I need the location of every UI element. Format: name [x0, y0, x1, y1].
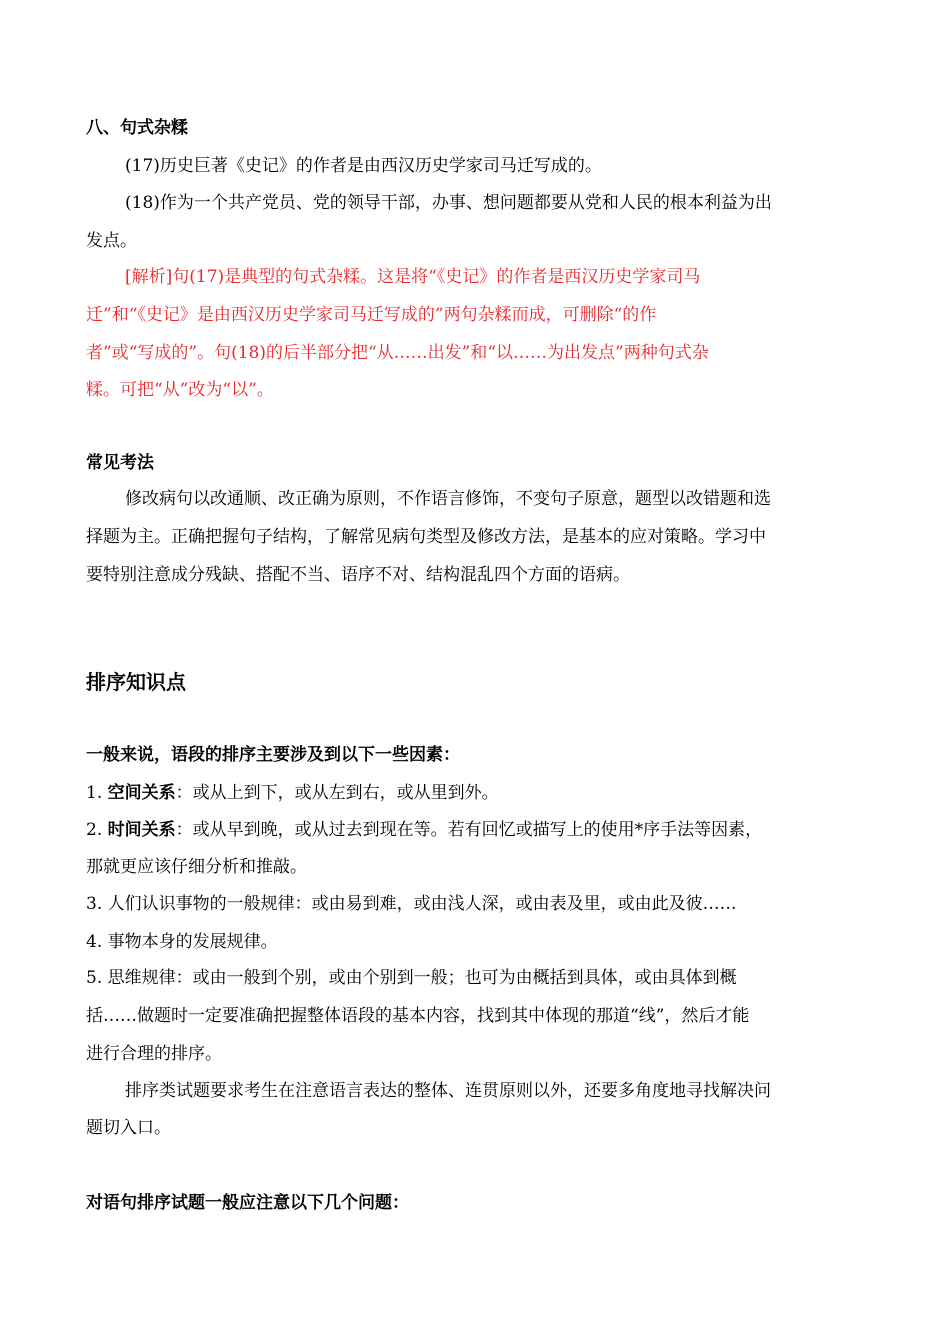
ordering-item-4: 4. 事物本身的发展规律。 — [86, 932, 278, 952]
common-methods-heading: 常见考法 — [86, 453, 154, 473]
analysis-line-4: 糅。可把“从”改为“以”。 — [86, 380, 274, 400]
common-methods-line-3: 要特别注意成分残缺、搭配不当、语序不对、结构混乱四个方面的语病。 — [86, 565, 630, 585]
analysis-line-1: [解析]句(17)是典型的句式杂糅。这是将“《史记》的作者是西汉历史学家司马 — [125, 267, 701, 287]
analysis-line-2: 迁”和“《史记》是由西汉历史学家司马迁写成的”两句杂糅而成，可删除“的作 — [86, 305, 657, 325]
ordering-item-5-line-1: 5. 思维规律：或由一般到个别，或由个别到一般；也可为由概括到具体，或由具体到概 — [86, 968, 737, 988]
example-18-line-2: 发点。 — [86, 231, 137, 251]
common-methods-line-1: 修改病句以改通顺、改正确为原则，不作语言修饰，不变句子原意，题型以改错题和选 — [125, 489, 771, 509]
ordering-paragraph-line-2: 题切入口。 — [86, 1118, 171, 1138]
ordering-item-1 — [86, 782, 499, 804]
item-2-keyword: 时间关系 — [107, 820, 176, 840]
ordering-item-2 — [86, 819, 762, 841]
ordering-item-3: 3. 人们认识事物的一般规律：或由易到难，或由浅人深，或由表及里，或由此及彼…… — [86, 894, 737, 914]
item-2-text: ：或从早到晚，或从过去到现在等。若有回忆或描写上的使用*序手法等因素， — [175, 820, 763, 840]
item-1-number: 1. — [86, 783, 108, 803]
section-heading-sentence-mixing: 八、句式杂糅 — [86, 118, 188, 138]
item-1-keyword: 空间关系 — [107, 783, 176, 803]
ordering-notes-heading: 对语句排序试题一般应注意以下几个问题： — [86, 1193, 409, 1213]
ordering-paragraph-line-1: 排序类试题要求考生在注意语言表达的整体、连贯原则以外，还要多角度地寻找解决问 — [125, 1081, 771, 1101]
example-18-line-1: (18)作为一个共产党员、党的领导干部，办事、想问题都要从党和人民的根本利益为出 — [125, 193, 772, 213]
ordering-item-5-line-3: 进行合理的排序。 — [86, 1044, 222, 1064]
ordering-title: 排序知识点 — [86, 670, 186, 694]
example-17: (17)历史巨著《史记》的作者是由西汉历史学家司马迁写成的。 — [125, 156, 602, 176]
item-2-number: 2. — [86, 820, 108, 840]
common-methods-line-2: 择题为主。正确把握句子结构，了解常见病句类型及修改方法，是基本的应对策略。学习中 — [86, 527, 766, 547]
analysis-line-3: 者”或“写成的”。句(18)的后半部分把“从……出发”和“以……为出发点”两种句式杂 — [86, 343, 709, 363]
item-1-text: ：或从上到下，或从左到右，或从里到外。 — [175, 783, 499, 803]
ordering-intro: 一般来说，语段的排序主要涉及到以下一些因素： — [86, 745, 460, 765]
ordering-item-2-line-2: 那就更应该仔细分析和推敲。 — [86, 857, 307, 877]
ordering-item-5-line-2: 括……做题时一定要准确把握整体语段的基本内容，找到其中体现的那道“线”，然后才能 — [86, 1006, 750, 1026]
